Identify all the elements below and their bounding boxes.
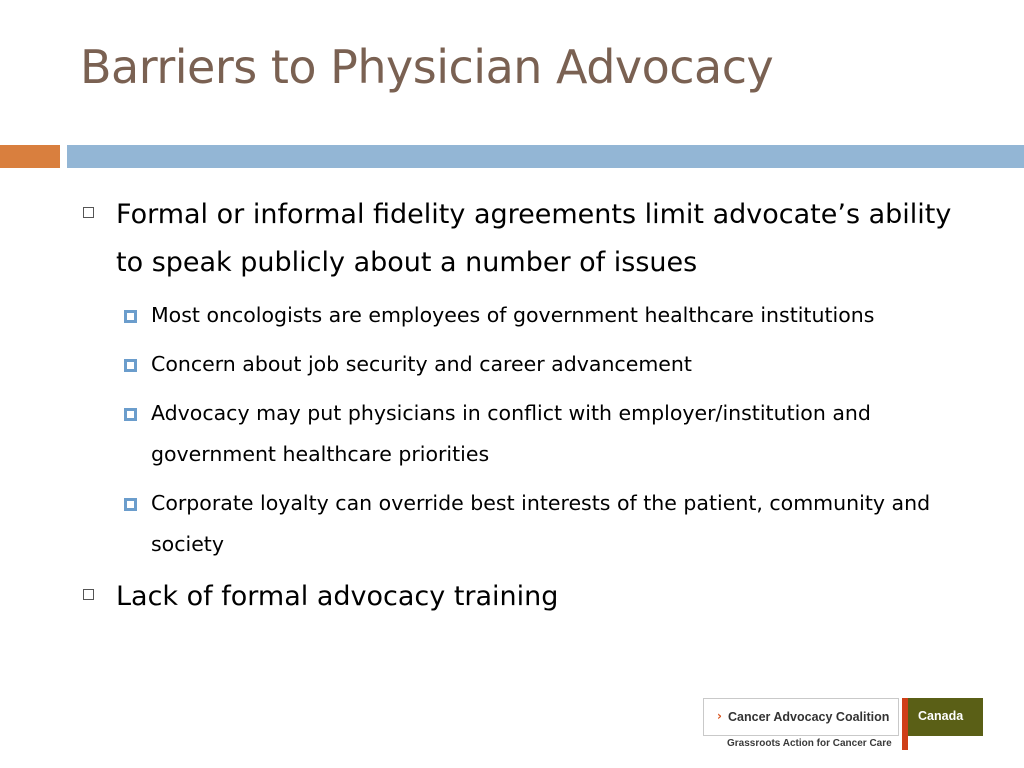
- sub-bullet-text: Corporate loyalty can override best interests of the patient, community and society: [151, 491, 931, 556]
- sub-bullet-text: Most oncologists are employees of government healthcare institutions: [151, 303, 875, 327]
- square-bullet-icon: [124, 359, 137, 372]
- sub-bullet-text: Concern about job security and career advancement: [151, 352, 692, 376]
- bullet-list: [80, 191, 980, 621]
- logo-tagline: Grassroots Action for Cancer Care: [727, 738, 892, 749]
- slide-title: Barriers to Physician Advocacy: [80, 40, 774, 94]
- title-accent-orange: [0, 145, 60, 168]
- sub-bullet-item: [124, 483, 980, 565]
- logo-organization-name: Cancer Advocacy Coalition: [728, 710, 890, 724]
- sub-bullet-item: [124, 295, 980, 336]
- bullet-text: Lack of formal advocacy training: [116, 581, 559, 612]
- bullet-text: Formal or informal fidelity agreements limit advocate’s ability to speak publicly about a number of issues: [116, 199, 952, 278]
- hollow-square-bullet-icon: [83, 207, 94, 218]
- chevron-right-icon: ›: [717, 709, 722, 723]
- square-bullet-icon: [124, 498, 137, 511]
- square-bullet-icon: [124, 310, 137, 323]
- hollow-square-bullet-icon: [83, 589, 94, 600]
- logo-banner: [703, 698, 983, 738]
- logo-country-box: [908, 698, 983, 736]
- cancer-advocacy-coalition-logo: [703, 698, 983, 752]
- bullet-item: [80, 573, 980, 621]
- logo-name-box: [703, 698, 899, 736]
- sub-bullet-text: Advocacy may put physicians in conflict with employer/institution and government healthcare priorities: [151, 401, 871, 466]
- title-accent-blue: [67, 145, 1024, 168]
- bullet-item: [80, 191, 980, 287]
- sub-bullet-item: [124, 393, 980, 475]
- square-bullet-icon: [124, 408, 137, 421]
- sub-bullet-item: [124, 344, 980, 385]
- logo-country: Canada: [918, 709, 964, 723]
- sub-bullet-list: [124, 295, 980, 565]
